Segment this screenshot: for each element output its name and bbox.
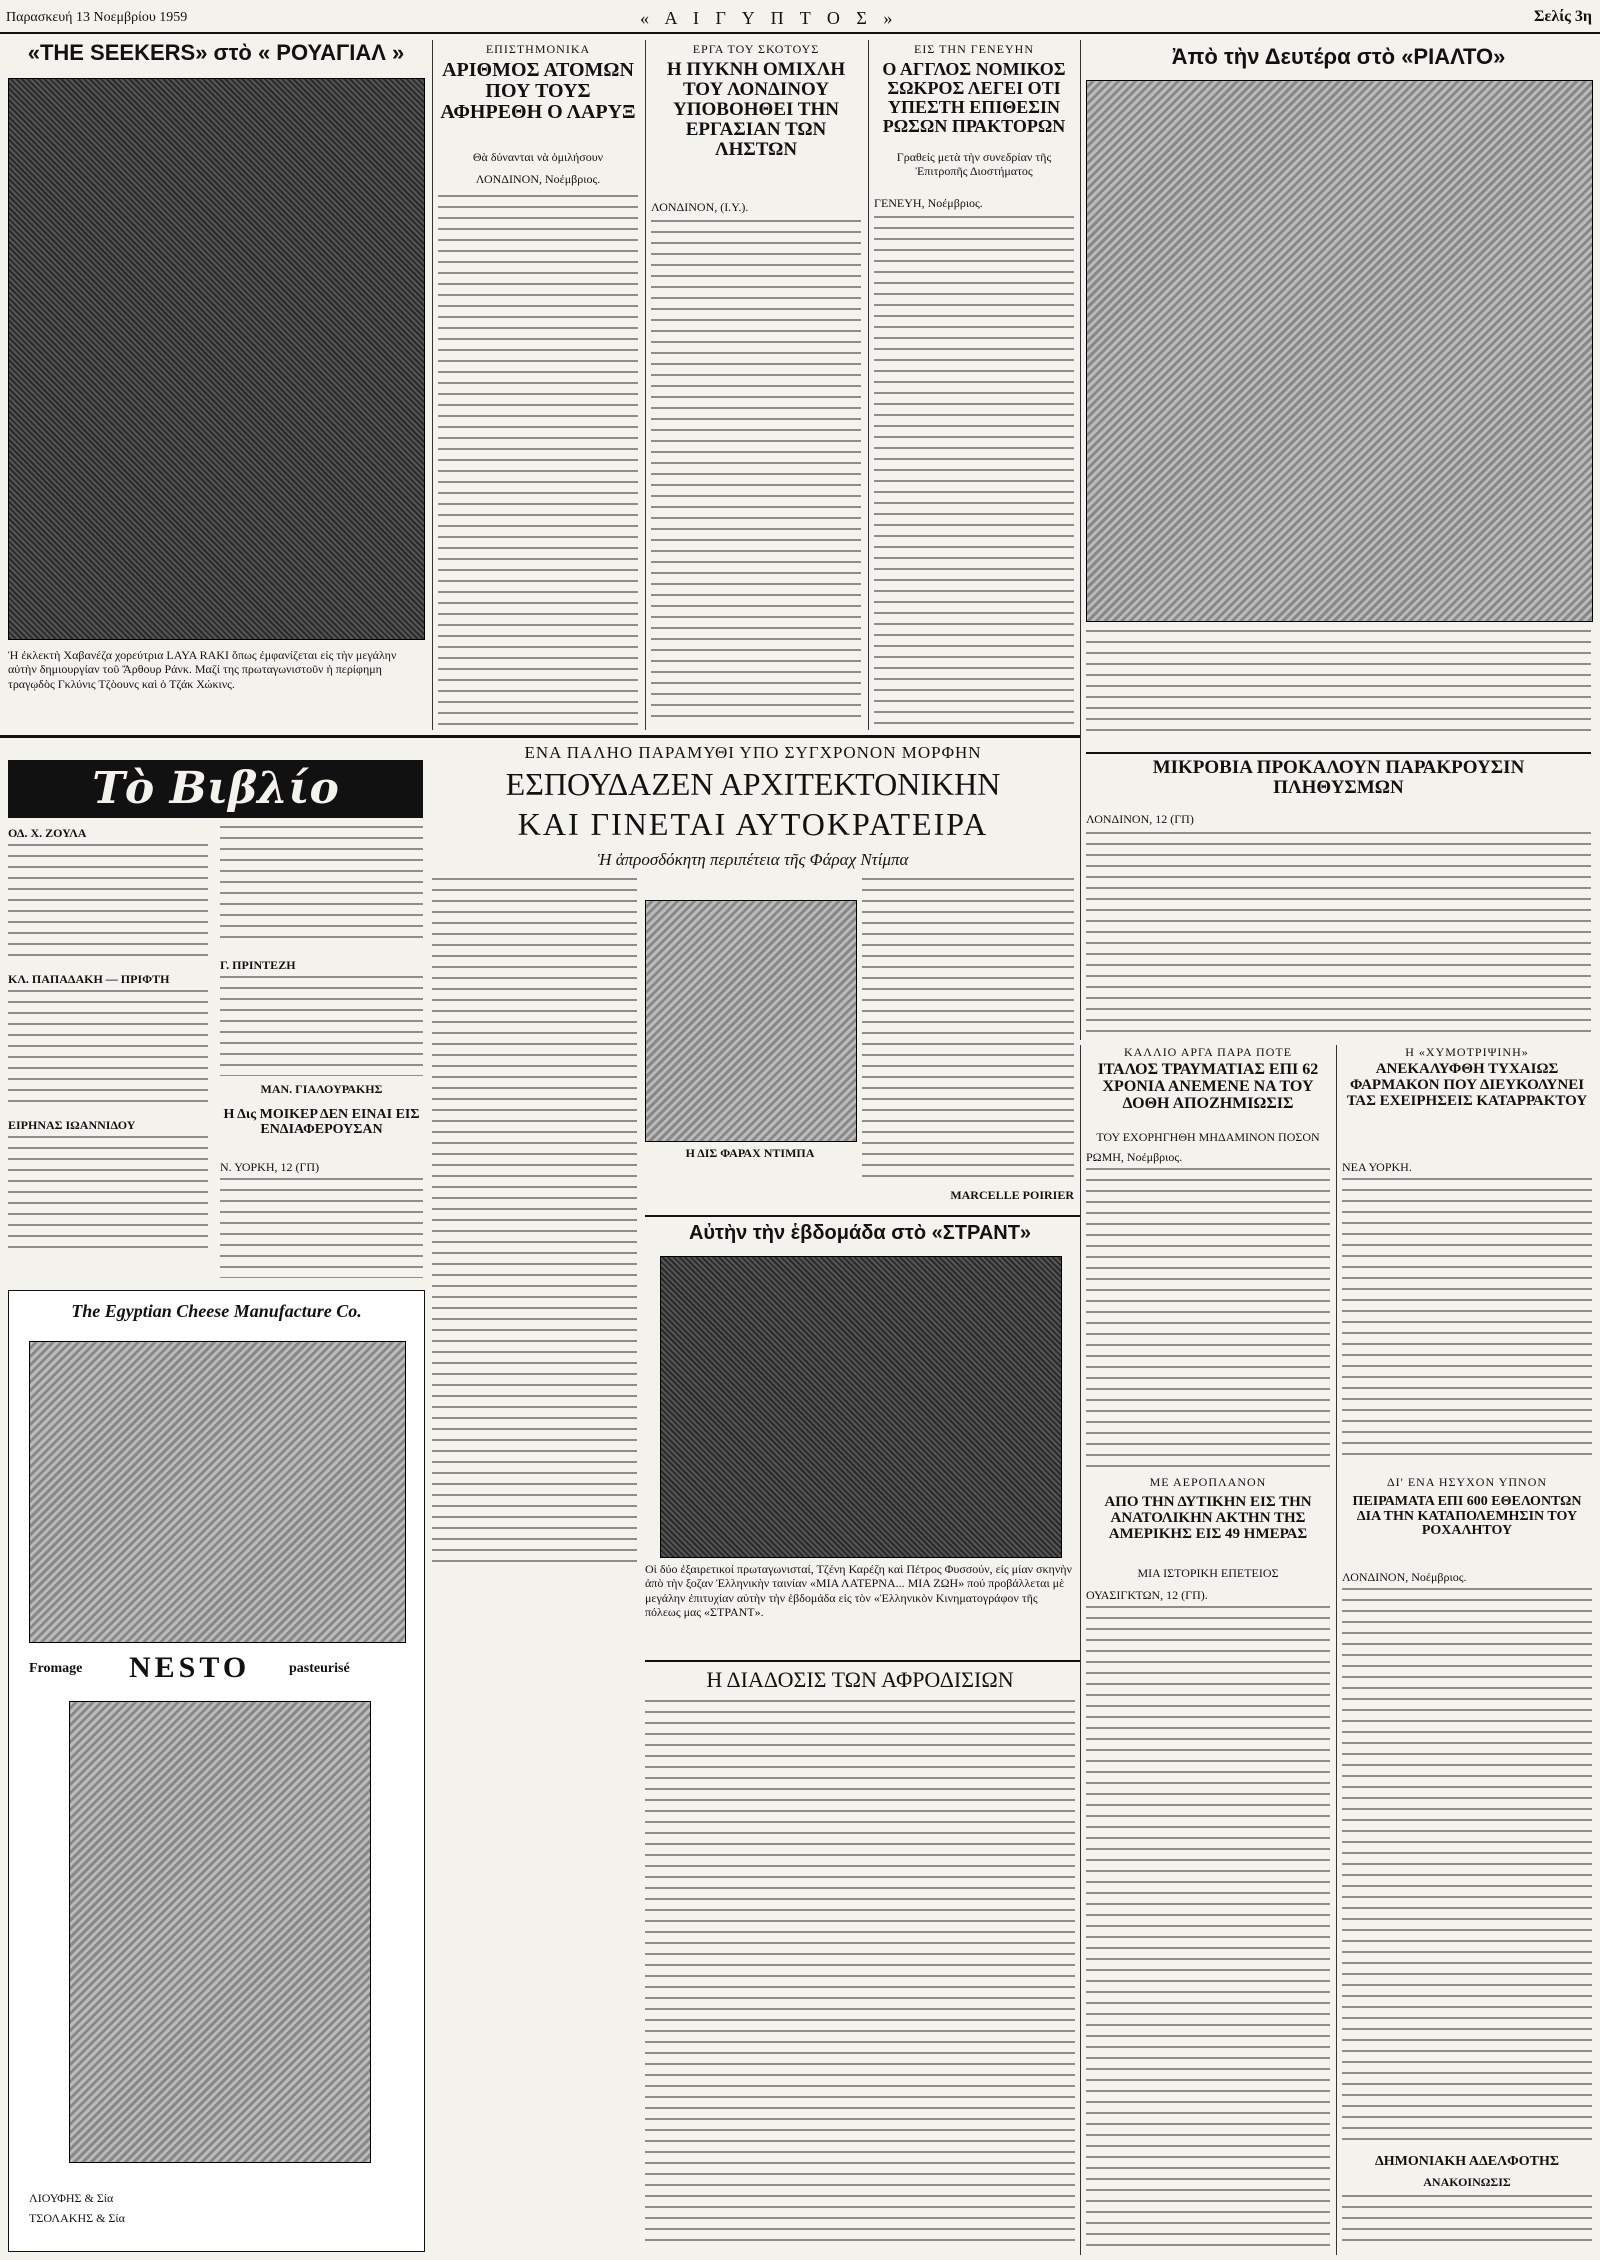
farah-photo (645, 900, 857, 1142)
woman-illustration (69, 1701, 371, 2163)
biblio-item: ΜΑΝ. ΓΙΑΛΟΥΡΑΚΗΣ (260, 1082, 383, 1096)
rialto-caption (1086, 630, 1591, 740)
moiker-headline: Η Δις ΜΟΙΚΕΡ ΔΕΝ ΕΙΝΑΙ ΕΙΣ ΕΝΔΙΑΦΕΡΟΥΣΑΝ (223, 1107, 420, 1137)
ad-pasteurise: pasteurisé (289, 1661, 350, 1676)
peirama-headline: ΠΕΙΡΑΜΑΤΑ ΕΠΙ 600 ΕΘΕΛΟΝΤΩΝ ΔΙΑ ΤΗΝ ΚΑΤΑΠΟΛΕΜΗΣΙΝ ΤΟΥ ΡΟΧΑΛΗΤΟΥ (1352, 1494, 1582, 1539)
biblio-item: Γ. ΠΡΙΝΤΕΖΗ (220, 958, 296, 972)
biblio-body-2 (8, 990, 208, 1110)
col2-sub: Θὰ δύνανται νὰ ὁμιλήσουν (472, 150, 604, 164)
main-kicker: ΕΝΑ ΠΑΛΗΟ ΠΑΡΑΜΥΘΙ ΥΠΟ ΣΥΓΧΡΟΝΟΝ ΜΟΡΦΗΝ (524, 743, 982, 762)
peirama-body (1342, 1588, 1592, 2148)
paper-title: « Α Ι Γ Υ Π Τ Ο Σ » (640, 8, 899, 28)
anakoin-body (1342, 2195, 1592, 2245)
ad-dealer-2: ΤΣΟΛΑΚΗΣ & Σία (29, 2211, 125, 2225)
italos-kicker: ΚΑΛΛΙΟ ΑΡΓΑ ΠΑΡΑ ΠΟΤΕ (1123, 1045, 1293, 1059)
col3-body (651, 220, 861, 725)
main-headline-1: ΕΣΠΟΥΔΑΖΕΝ ΑΡΧΙΤΕΚΤΟΝΙΚΗΝ (505, 766, 1001, 802)
cheese-ad (8, 1290, 425, 2252)
italos-sub: ΤΟΥ ΕΧΟΡΗΓΗΘΗ ΜΗΔΑΜΙΝΟΝ ΠΟΣΟΝ (1096, 1130, 1320, 1144)
anakoin-sub: ΑΝΑΚΟΙΝΩΣΙΣ (1423, 2175, 1511, 2189)
rialto-head: Ἀπὸ τὴν Δευτέρα στὸ «ΡΙΑΛΤΟ» (1171, 44, 1506, 69)
col3-headline: Η ΠΥΚΝΗ ΟΜΙΧΛΗ ΤΟΥ ΛΟΝΔΙΝΟΥ ΥΠΟΒΟΗΘΕΙ ΤΗΝ ΕΡΓΑΣΙΑΝ ΤΩΝ ΛΗΣΤΩΝ (666, 59, 846, 160)
strant-photo (660, 1256, 1062, 1558)
col4-sub: Γραθείς μετὰ τὴν συνεδρίαν τῆς Ἐπιτροπῆς Διοστήματος (896, 150, 1052, 179)
ad-fromage: Fromage (29, 1661, 83, 1676)
col4-kicker: ΕΙΣ ΤΗΝ ΓΕΝΕΥΗΝ (913, 42, 1035, 56)
biblio-item: ΟΔ. Χ. ΖΟΥΛΑ (8, 826, 87, 840)
xymo-kicker: Η «ΧΥΜΟΤΡΙΨΙΝΗ» (1405, 1045, 1529, 1059)
mikrobia-dateline: ΛΟΝΔΙΝΟΝ, 12 (ΓΠ) (1086, 812, 1194, 826)
col-rule (645, 40, 646, 730)
xymo-headline: ΑΝΕΚΑΛΥΦΘΗ ΤΥΧΑΙΩΣ ΦΑΡΜΑΚΟΝ ΠΟΥ ΔΙΕΥΚΟΛΥΝΕΙ ΤΑΣ ΕΧΕΙΡΗΣΕΙΣ ΚΑΤΑΡΡΑΚΤΟΥ (1346, 1061, 1588, 1109)
strant-rule (645, 1215, 1080, 1217)
page-number: Σελίς 3η (1534, 8, 1592, 25)
peirama-dateline: ΛΟΝΔΙΝΟΝ, Νοέμβριος. (1342, 1570, 1467, 1584)
dancer-photo (8, 78, 425, 640)
afro-body (645, 1700, 1075, 2245)
main-headline-2: ΚΑΙ ΓΙΝΕΤΑΙ ΑΥΤΟΚΡΑΤΕΙΡΑ (517, 806, 989, 842)
aero-sub: ΜΙΑ ΙΣΤΟΡΙΚΗ ΕΠΕΤΕΙΟΣ (1137, 1566, 1279, 1580)
seekers-head: «THE SEEKERS» στὸ « ΡΟΥΑΓΙΑΛ » (27, 40, 405, 65)
col2-kicker: ΕΠΙΣΤΗΜΟΝΙΚΑ (485, 42, 591, 56)
top-rule (0, 32, 1600, 34)
ad-brand: NESTO (129, 1651, 251, 1684)
biblio-body-5 (220, 976, 423, 1076)
main-body-right (862, 878, 1074, 1178)
farah-caption: Η ΔΙΣ ΦΑΡΑΧ ΝΤΙΜΠΑ (685, 1146, 815, 1160)
col-rule (868, 40, 869, 730)
main-body-left (432, 878, 637, 1568)
main-subhead: Ἡ ἀπροσδόκητη περιπέτεια τῆς Φάραχ Ντίμπα (597, 850, 909, 869)
xymo-body (1342, 1178, 1592, 1458)
aero-kicker: ΜΕ ΑΕΡΟΠΛΑΝΟΝ (1149, 1475, 1267, 1489)
strant-caption: Οἱ δύο ἐξαιρετικοί πρωταγωνισταί, Τζένη Καρέζη καὶ Πέτρος Φυσσούν, εἰς μίαν σκηνὴν ἀπὸ τὴν ξοζαν Ἑλληνικὴν ταινίαν «ΜΙΑ ΛΑΤΕΡΝΑ... ΜΙΑ ΖΩΗ» πού προβάλλεται μὲ μεγάλην ἐπιτυχίαν αὐτὴν τὴν ἑβδομάδα εἰς τὸν «Ἑλληνικὸν Κινηματογράφον τῆς πόλεως μας «ΣΤΡΑΝΤ». (645, 1562, 1072, 1620)
afro-headline: Η ΔΙΑΔΟΣΙΣ ΤΩΝ ΑΦΡΟΔΙΣΙΩΝ (706, 1667, 1014, 1692)
italos-dateline: ΡΩΜΗ, Νοέμβριος. (1086, 1150, 1183, 1164)
issue-date: Παρασκευή 13 Νοεμβρίου 1959 (6, 10, 188, 25)
biblio-banner: Τὸ Βιβλίο (8, 760, 423, 818)
col-rule (1336, 1045, 1337, 2255)
mikrobia-body (1086, 832, 1591, 1032)
aero-headline: ΑΠΟ ΤΗΝ ΔΥΤΙΚΗΝ ΕΙΣ ΤΗΝ ΑΝΑΤΟΛΙΚΗΝ ΑΚΤΗΝ ΤΗΣ ΑΜΕΡΙΚΗΣ ΕΙΣ 49 ΗΜΕΡΑΣ (1104, 1494, 1312, 1542)
biblio-body-3 (8, 1136, 208, 1256)
col-rule (1080, 40, 1081, 1040)
ad-dealer: ΛΙΟΥΦΗΣ & Σία (29, 2191, 114, 2205)
biblio-body-1 (8, 844, 208, 964)
col2-dateline: ΛΟΝΔΙΝΟΝ, Νοέμβριος. (475, 172, 601, 186)
italos-headline: ΙΤΑΛΟΣ ΤΡΑΥΜΑΤΙΑΣ ΕΠΙ 62 ΧΡΟΝΙΑ ΑΝΕΜΕΝΕ ΝΑ ΤΟΥ ΔΟΘΗ ΑΠΟΖΗΜΙΩΣΙΣ (1097, 1061, 1319, 1112)
italos-body (1086, 1168, 1330, 1468)
cheese-illustration (29, 1341, 406, 1643)
anakoin-headline: ΔΗΜΟΝΙΑΚΗ ΑΔΕΛΦΟΤΗΣ (1374, 2154, 1560, 2169)
rialto-photo (1086, 80, 1593, 622)
aero-body (1086, 1606, 1330, 2246)
dancer-caption: Ἡ ἐκλεκτὴ Χαβανέζα χορεύτρια LAYA RAKI ὅπως ἐμφανίζεται εἰς τὴν μεγάλην αὐτὴν δημιουργίαν τοῦ Ἄρθουρ Ράνκ. Μαζί της πρωταγωνιστοῦν ἡ περίφημη τραγῳδὸς Γκλύνις Τζὸουνς καὶ ὁ Τζάκ Χώκινς. (8, 648, 397, 691)
col2-body (438, 195, 638, 725)
col4-body (874, 216, 1074, 726)
col2-headline: ΑΡΙΘΜΟΣ ΑΤΟΜΩΝ ΠΟΥ ΤΟΥΣ ΑΦΗΡΕΘΗ Ο ΛΑΡΥΞ (440, 59, 636, 123)
col-rule (432, 40, 433, 730)
afro-rule (645, 1660, 1080, 1662)
biblio-item: ΚΛ. ΠΑΠΑΔΑΚΗ — ΠΡΙΦΤΗ (8, 972, 170, 986)
mikrobia-headline: ΜΙΚΡΟΒΙΑ ΠΡΟΚΑΛΟΥΝ ΠΑΡΑΚΡΟΥΣΙΝ ΠΛΗΘΥΣΜΩΝ (1152, 757, 1525, 798)
biblio-item: ΕΙΡΗΝΑΣ ΙΩΑΝΝΙΔΟΥ (8, 1118, 136, 1132)
ad-company: The Egyptian Cheese Manufacture Co. (71, 1301, 362, 1321)
biblio-body-4 (220, 826, 423, 946)
strant-head: Αὐτὴν τὴν ἑβδομάδα στὸ «ΣΤΡΑΝΤ» (688, 1222, 1032, 1244)
masthead (0, 6, 1600, 30)
main-byline: MARCELLE POIRIER (950, 1188, 1074, 1202)
col3-dateline: ΛΟΝΔΙΝΟΝ, (Ι.Υ.). (651, 200, 749, 214)
moiker-dateline: Ν. ΥΟΡΚΗ, 12 (ΓΠ) (220, 1160, 320, 1174)
col3-kicker: ΕΡΓΑ ΤΟΥ ΣΚΟΤΟΥΣ (692, 42, 820, 56)
peirama-kicker: ΔΙ' ΕΝΑ ΗΣΥΧΟΝ ΥΠΝΟΝ (1386, 1475, 1548, 1489)
xymo-dateline: ΝΕΑ ΥΟΡΚΗ. (1342, 1160, 1412, 1174)
aero-dateline: ΟΥΑΣΙΓΚΤΩΝ, 12 (ΓΠ). (1086, 1588, 1208, 1602)
col4-headline: Ο ΑΓΓΛΟΣ ΝΟΜΙΚΟΣ ΣΩΚΡΟΣ ΛΕΓΕΙ ΟΤΙ ΥΠΕΣΤΗ ΕΠΙΘΕΣΙΝ ΡΩΣΩΝ ΠΡΑΚΤΟΡΩΝ (882, 59, 1066, 136)
rialto-rule (1086, 752, 1591, 754)
col4-dateline: ΓΕΝΕΥΗ, Νοέμβριος. (874, 196, 983, 210)
col-rule (1080, 1045, 1081, 2255)
main-rule (0, 735, 1080, 738)
moiker-body (220, 1178, 423, 1278)
